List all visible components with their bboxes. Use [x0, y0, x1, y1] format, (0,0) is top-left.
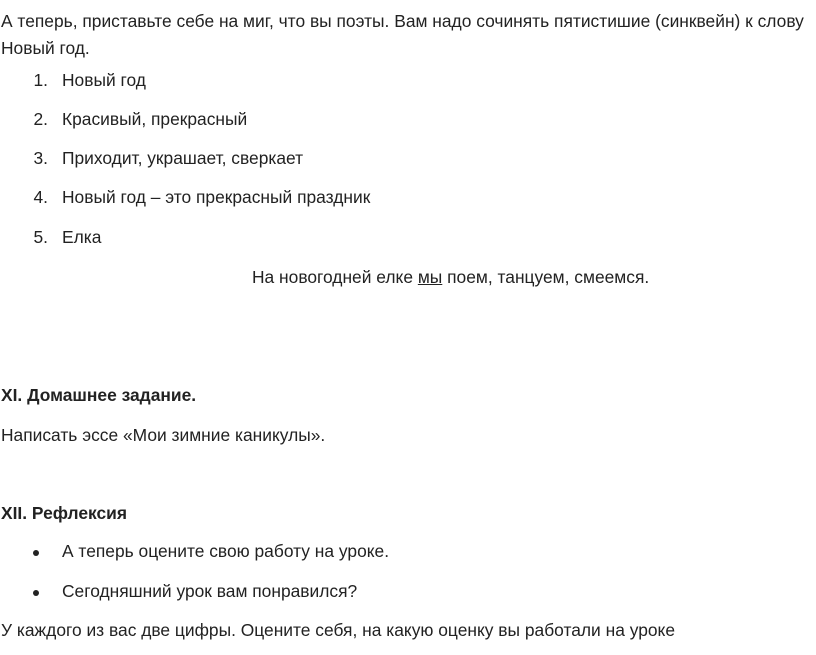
centered-line-after: поем, танцуем, смеемся.: [442, 267, 650, 287]
list-item-text: Новый год – это прекрасный праздник: [62, 187, 371, 207]
closing-text: У каждого из вас две цифры. Оцените себя, на какую оценку вы работали на уроке: [1, 620, 676, 640]
bullet-icon: [33, 550, 39, 556]
underlined-word: мы: [417, 267, 443, 287]
homework-heading: XI. Домашнее задание.: [1, 385, 197, 405]
list-item-text: Приходит, украшает, сверкает: [62, 148, 304, 168]
list-number: 3.: [33, 148, 48, 168]
bullet-icon: [33, 590, 39, 596]
bullet-text: Сегодняшний урок вам понравился?: [62, 581, 358, 601]
list-number: 4.: [33, 187, 48, 207]
intro-paragraph: А теперь, приставьте себе на миг, что вы поэты. Вам надо сочинять пятистишие (синквейн) к слову Новый год.: [1, 11, 804, 58]
bullet-text: А теперь оцените свою работу на уроке.: [62, 541, 390, 561]
list-number: 1.: [33, 70, 48, 90]
homework-text: Написать эссе «Мои зимние каникулы».: [1, 425, 326, 445]
centered-line-before: На новогодней елке: [252, 267, 418, 287]
list-item-text: Новый год: [62, 70, 146, 90]
list-item-text: Елка: [62, 227, 102, 247]
list-item-text: Красивый, прекрасный: [62, 109, 248, 129]
centered-line: [252, 267, 649, 288]
list-number: 2.: [33, 109, 48, 129]
reflection-heading: XII. Рефлексия: [1, 503, 128, 523]
list-number: 5.: [33, 227, 48, 247]
